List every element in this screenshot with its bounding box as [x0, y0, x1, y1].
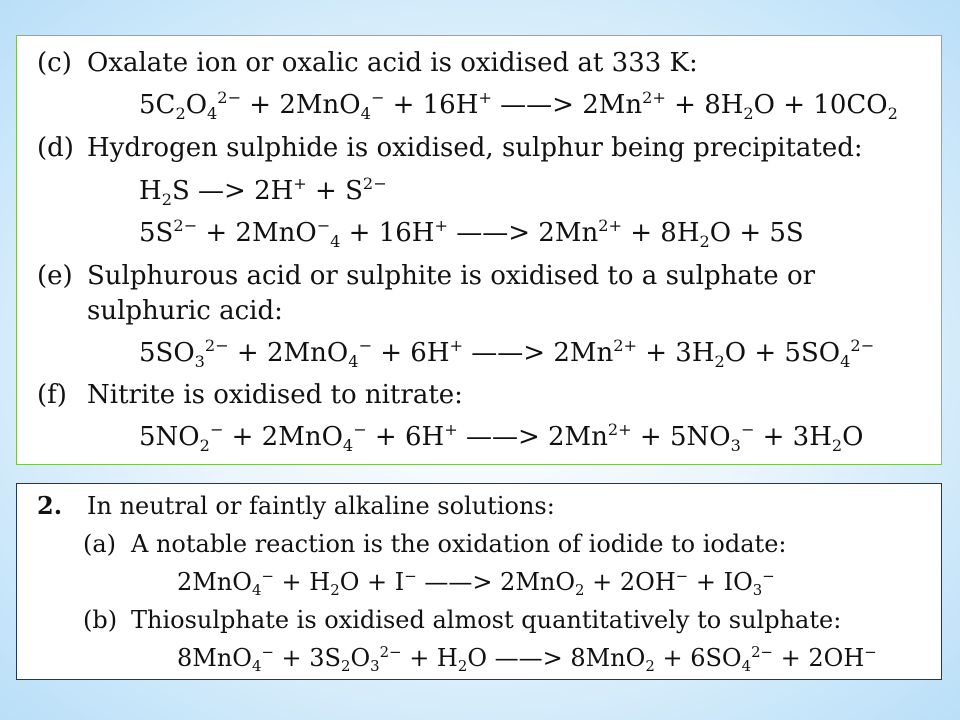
item-f-label: (f) — [37, 380, 67, 410]
superscript: − — [762, 567, 775, 586]
equation-text: + 8H — [665, 90, 744, 120]
superscript: + — [478, 88, 492, 108]
superscript: 2+ — [598, 216, 622, 236]
equation-text: S —> 2H — [171, 176, 294, 206]
superscript: − — [316, 216, 331, 236]
subscript: 3 — [730, 435, 741, 455]
item-f-text: Nitrite is oxidised to nitrate: — [87, 380, 463, 410]
equation-text: + 2OH — [773, 644, 865, 672]
equation-text: 5S — [139, 218, 174, 248]
equation-sulphur-precipitation — [139, 216, 804, 251]
item-f — [37, 382, 463, 408]
subscript: 2 — [699, 231, 710, 251]
item-d — [37, 135, 863, 161]
subscript: 3 — [370, 657, 380, 676]
superscript: 2− — [379, 643, 402, 662]
superscript: − — [358, 336, 372, 356]
equation-iodide — [177, 567, 775, 600]
superscript: 2+ — [613, 336, 637, 356]
equation-text: 8MnO — [177, 644, 252, 672]
equation-text: + 8H — [621, 218, 700, 248]
subscript: 4 — [330, 231, 341, 251]
equation-text: H — [139, 176, 162, 206]
superscript: 2− — [751, 643, 773, 662]
superscript: 2− — [173, 216, 198, 236]
superscript: − — [261, 567, 274, 586]
equation-text: ——> 2Mn — [457, 422, 608, 452]
equation-text: O + 5SO — [724, 338, 841, 368]
subscript: 3 — [194, 351, 205, 371]
superscript: − — [740, 420, 755, 440]
equation-text: + 2MnO — [223, 422, 343, 452]
equation-text: + 6H — [371, 338, 450, 368]
subscript: 2 — [887, 103, 898, 123]
equation-nitrite — [139, 420, 864, 455]
superscript: 2+ — [642, 88, 666, 108]
equation-text: + IO — [688, 568, 753, 596]
subscript: 2 — [199, 435, 210, 455]
subscript: 2 — [457, 657, 468, 676]
equation-text: ——> 2Mn — [447, 218, 599, 248]
equation-text: + H — [401, 644, 458, 672]
item-a-text: A notable reaction is the oxidation of iodide to iodate: — [131, 530, 787, 558]
superscript: − — [404, 567, 417, 586]
superscript: − — [370, 88, 385, 108]
equation-text: O ——> 8MnO — [467, 644, 646, 672]
equation-text: + H — [273, 568, 331, 596]
subscript: 2 — [175, 103, 186, 123]
item-e-line2 — [87, 298, 283, 324]
equation-text: + 3H — [636, 338, 715, 368]
subscript: 2 — [831, 435, 843, 455]
item-c-text: Oxalate ion or oxalic acid is oxidised at 333 K: — [87, 48, 698, 78]
equation-text: + 3S — [273, 644, 341, 672]
oxidation-reactions-panel — [16, 35, 942, 465]
subscript: 4 — [360, 103, 371, 123]
item-a-label: (a) — [83, 530, 117, 558]
equation-text: O — [350, 644, 371, 672]
item-b-label: (b) — [83, 606, 118, 634]
item-d-text: Hydrogen sulphide is oxidised, sulphur being precipitated: — [87, 133, 863, 163]
item-e-label: (e) — [37, 261, 73, 291]
equation-sulphite — [139, 336, 875, 371]
subscript: 3 — [752, 581, 763, 600]
superscript: 2− — [850, 336, 875, 356]
equation-text: O + 5S — [709, 218, 804, 248]
subscript: 4 — [348, 351, 359, 371]
superscript: + — [444, 420, 458, 440]
section-heading: In neutral or faintly alkaline solutions: — [87, 492, 555, 520]
equation-thiosulphate — [177, 643, 877, 676]
equation-text: + 2MnO — [241, 90, 361, 120]
subscript: 4 — [342, 435, 354, 455]
equation-text: + 2OH — [584, 568, 676, 596]
equation-text: O — [842, 422, 864, 452]
equation-text: ——> 2Mn — [463, 338, 614, 368]
equation-text: ——> 2Mn — [491, 90, 643, 120]
item-e-text-line1: Sulphurous acid or sulphite is oxidised to a sulphate or — [87, 261, 816, 291]
superscript: 2− — [204, 336, 229, 356]
subscript: 4 — [207, 103, 218, 123]
equation-text: 5C — [139, 90, 176, 120]
equation-text: + S — [306, 176, 363, 206]
superscript: + — [449, 336, 463, 356]
equation-text: ——> 2MnO — [416, 568, 576, 596]
item-b-text: Thiosulphate is oxidised almost quantitatively to sulphate: — [131, 606, 842, 634]
section-2-heading — [37, 491, 555, 520]
superscript: − — [864, 643, 877, 662]
subscript: 2 — [341, 657, 351, 676]
item-e — [37, 263, 815, 289]
equation-text: + 3H — [754, 422, 832, 452]
equation-text: 5SO — [139, 338, 195, 368]
equation-oxalate — [139, 88, 898, 123]
section-number: 2. — [37, 491, 63, 520]
item-a — [83, 532, 787, 556]
equation-text: O + I — [339, 568, 405, 596]
subscript: 2 — [330, 581, 340, 600]
item-c-label: (c) — [37, 48, 72, 78]
superscript: 2− — [362, 174, 387, 194]
subscript: 4 — [251, 657, 262, 676]
subscript: 2 — [645, 657, 655, 676]
equation-text: + 2MnO — [228, 338, 349, 368]
item-c — [37, 50, 698, 76]
equation-text: 2MnO — [177, 568, 252, 596]
superscript: + — [434, 216, 448, 236]
subscript: 4 — [741, 657, 752, 676]
equation-text: + 5NO — [631, 422, 731, 452]
equation-text: + 2MnO — [197, 218, 317, 248]
subscript: 2 — [161, 189, 172, 209]
subscript: 2 — [743, 103, 754, 123]
superscript: − — [353, 420, 367, 440]
superscript: − — [261, 643, 274, 662]
equation-hydrogen-sulphide-dissociation — [139, 174, 387, 209]
equation-text: O + 10CO — [753, 90, 888, 120]
subscript: 2 — [575, 581, 585, 600]
item-b — [83, 608, 841, 632]
item-e-text-line2: sulphuric acid: — [87, 296, 283, 326]
equation-text: + 16H — [340, 218, 435, 248]
superscript: + — [293, 174, 307, 194]
equation-text: + 16H — [384, 90, 479, 120]
subscript: 4 — [840, 351, 851, 371]
superscript: 2− — [217, 88, 242, 108]
equation-text: 5NO — [139, 422, 200, 452]
equation-text: O — [185, 90, 208, 120]
neutral-alkaline-panel — [16, 483, 942, 680]
superscript: − — [675, 567, 689, 586]
subscript: 4 — [251, 581, 262, 600]
subscript: 2 — [714, 351, 725, 371]
superscript: 2+ — [607, 420, 632, 440]
item-d-label: (d) — [37, 133, 74, 163]
superscript: − — [209, 420, 224, 440]
equation-text: + 6H — [366, 422, 445, 452]
equation-text: + 6SO — [654, 644, 742, 672]
